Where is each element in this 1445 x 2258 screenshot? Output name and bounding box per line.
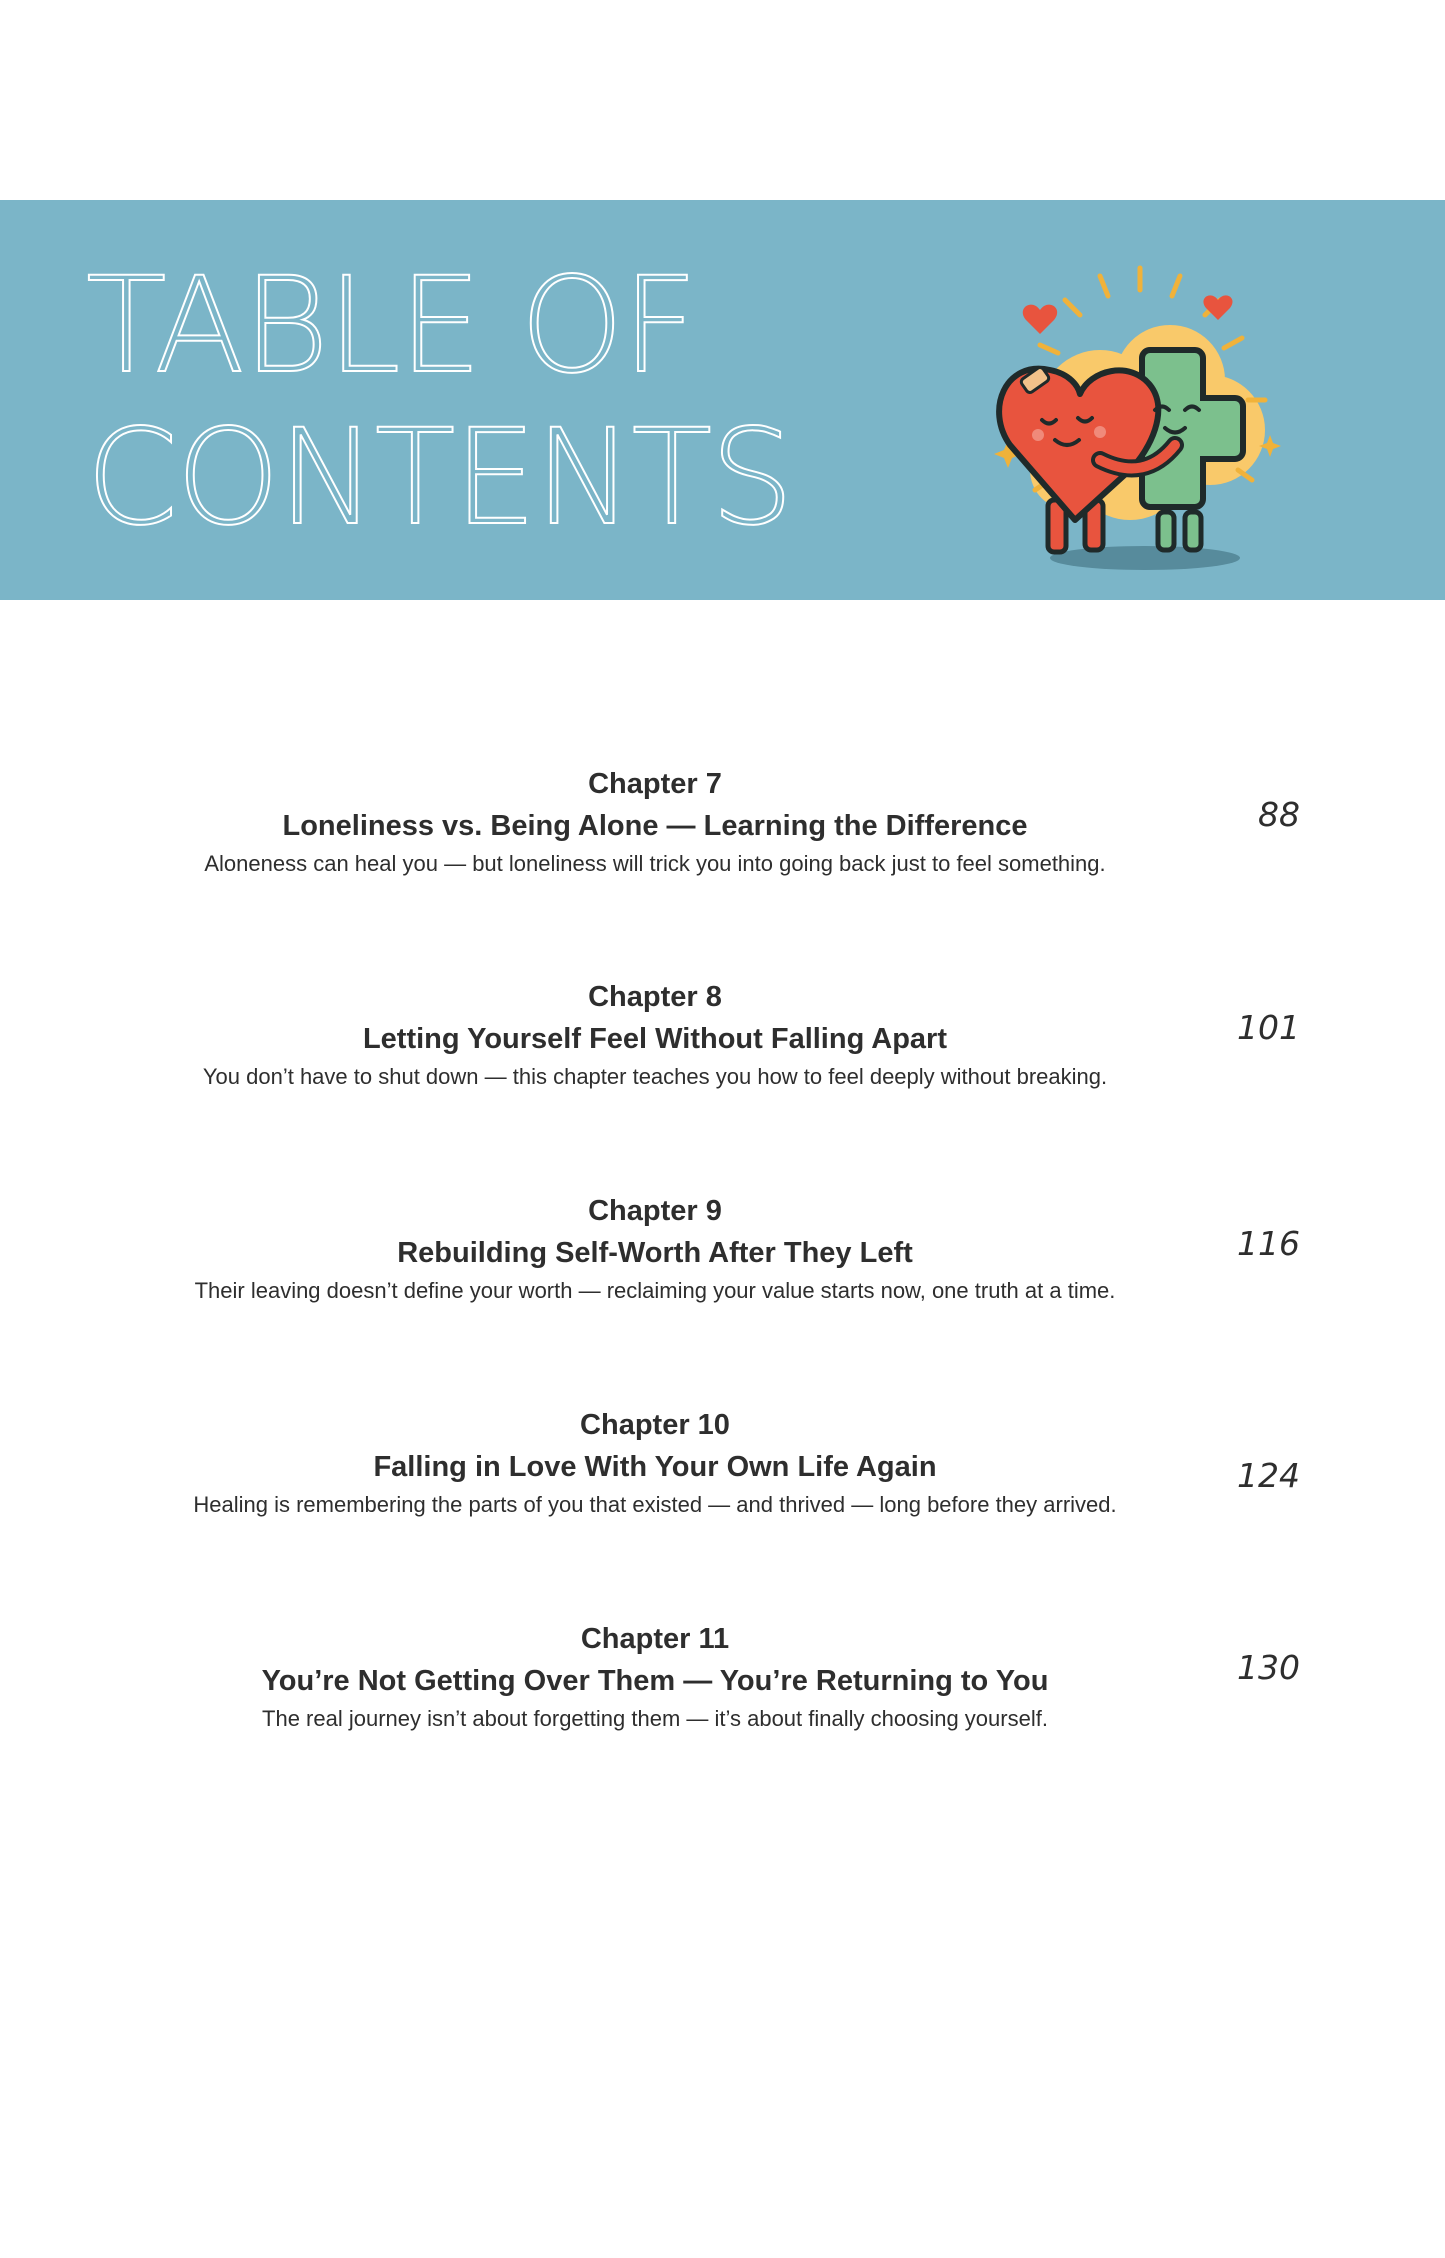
toc-entry-text (95, 1190, 1215, 1308)
chapter-title: Loneliness vs. Being Alone — Learning the Difference (282, 810, 1028, 842)
chapter-number: Chapter 7 (588, 768, 722, 800)
toc-entry-chapter-10[interactable] (0, 1404, 1445, 1534)
page-title-line-2: CONTENTS (86, 401, 793, 555)
chapter-description: You don’t have to shut down — this chapter teaches you how to feel deeply without breaking. (202, 1064, 1108, 1089)
header-banner (0, 200, 1445, 600)
toc-entry-chapter-9[interactable] (0, 1190, 1445, 1320)
toc-entry-text (95, 1618, 1215, 1736)
page-number: 101 (1237, 1008, 1300, 1047)
toc-entry-text (95, 976, 1215, 1094)
page-number: 116 (1237, 1224, 1300, 1263)
toc-entry-text (95, 763, 1215, 881)
toc-entry-text (95, 1404, 1215, 1522)
chapter-title: Falling in Love With Your Own Life Again (373, 1451, 937, 1483)
chapter-description: Aloneness can heal you — but loneliness will trick you into going back just to feel something. (204, 851, 1106, 876)
page-number: 130 (1237, 1648, 1300, 1687)
chapter-number: Chapter 10 (580, 1409, 730, 1441)
chapter-number: Chapter 9 (588, 1195, 722, 1227)
chapter-description: Their leaving doesn’t define your worth — reclaiming your value starts now, one truth at a time. (194, 1278, 1116, 1303)
page-number: 88 (1258, 795, 1300, 834)
page-title-line-1: TABLE OF (86, 249, 696, 403)
chapter-title: Rebuilding Self-Worth After They Left (397, 1237, 913, 1269)
toc-entry-chapter-8[interactable] (0, 976, 1445, 1106)
toc-entry-chapter-7[interactable] (0, 763, 1445, 893)
heart-and-cross-hug-icon (980, 260, 1300, 580)
page-title (86, 250, 792, 554)
chapter-title: You’re Not Getting Over Them — You’re Returning to You (261, 1665, 1049, 1697)
chapter-title: Letting Yourself Feel Without Falling Apart (362, 1023, 948, 1055)
toc-entry-chapter-11[interactable] (0, 1618, 1445, 1748)
page-number: 124 (1237, 1456, 1300, 1495)
chapter-number: Chapter 8 (588, 981, 722, 1013)
chapter-description: Healing is remembering the parts of you that existed — and thrived — long before they arrived. (193, 1492, 1117, 1517)
chapter-description: The real journey isn’t about forgetting them — it’s about finally choosing yourself. (262, 1706, 1048, 1731)
chapter-number: Chapter 11 (580, 1623, 730, 1655)
